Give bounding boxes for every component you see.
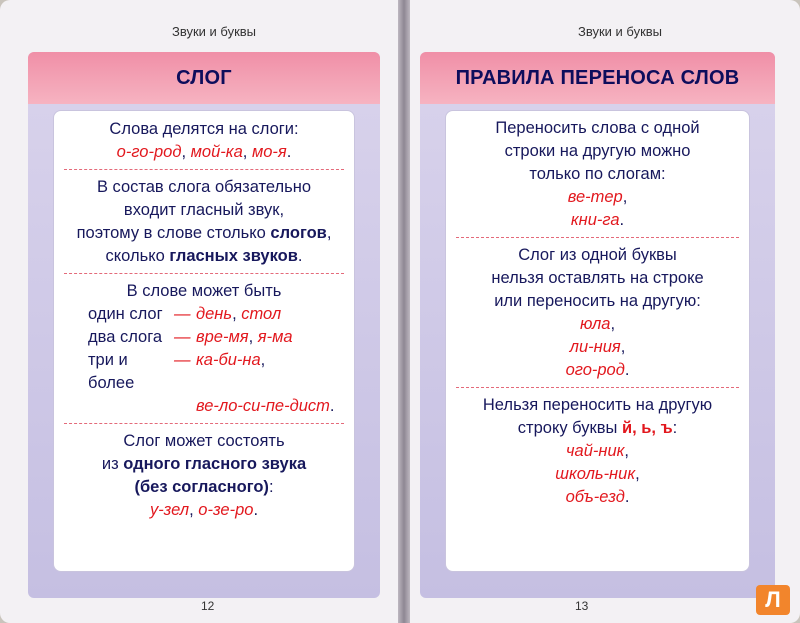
example-word: чай-ник xyxy=(565,442,625,460)
row-dash: — xyxy=(174,351,191,369)
rule-section xyxy=(446,244,749,382)
rule-text: Слог может состоять xyxy=(123,432,285,450)
example-word: я-ма xyxy=(257,328,293,346)
rule-text: Нельзя переносить на другую xyxy=(482,396,713,414)
row-examples: день, стол xyxy=(196,305,282,323)
example-line: у-зел, о-зе-ро. xyxy=(149,501,259,519)
row-dash: — xyxy=(174,305,191,323)
example-word: кни-га xyxy=(570,211,620,229)
rule-text: (без согласного): xyxy=(134,478,274,496)
right-page xyxy=(410,0,800,623)
running-head: Звуки и буквы xyxy=(172,24,257,39)
rule-text: нельзя оставлять на строке xyxy=(491,269,704,287)
example-line: кни-га. xyxy=(570,211,625,229)
row-label: два слога xyxy=(88,328,163,346)
example-word: ве-ло-си-пе-дист xyxy=(196,397,330,415)
logo-glyph: Л xyxy=(765,587,781,612)
emphasis: (без согласного) xyxy=(134,478,269,496)
rule-text: поэтому в слове столько слогов, xyxy=(76,224,332,242)
dashed-divider xyxy=(64,169,344,170)
rule-text: или переносить на другую: xyxy=(494,292,701,310)
page-number: 13 xyxy=(575,599,589,613)
syllable-card xyxy=(53,110,355,572)
example-word: вре-мя xyxy=(196,328,249,346)
rule-text: Слог из одной буквы xyxy=(518,246,677,264)
row-examples: ве-ло-си-пе-дист. xyxy=(196,397,335,415)
example-word: день xyxy=(196,305,233,323)
example-word: у-зел xyxy=(149,501,190,519)
rule-fragment: строку буквы xyxy=(517,419,622,437)
page-number: 12 xyxy=(201,599,215,613)
publisher-logo xyxy=(756,585,790,615)
emphasis: гласных звуков xyxy=(169,247,298,265)
rule-text: входит гласный звук, xyxy=(123,201,285,219)
example-word: ого-род xyxy=(565,361,625,379)
row-examples: ка-би-на, xyxy=(196,351,266,369)
example-word: мой-ка xyxy=(190,143,243,161)
rule-section xyxy=(54,430,354,522)
example-word: школь-ник xyxy=(555,465,636,483)
row-label: три и более xyxy=(88,351,135,392)
example-line: ве-тер, xyxy=(567,188,628,206)
rule-fragment: поэтому в слове столько xyxy=(76,224,271,242)
example-line: чай-ник, xyxy=(565,442,630,460)
example-word: стол xyxy=(241,305,282,323)
row-examples: вре-мя, я-ма xyxy=(196,328,293,346)
syllable-count-table xyxy=(60,303,348,418)
example-word: о-го-род xyxy=(116,143,182,161)
rule-section xyxy=(446,111,749,232)
dashed-divider xyxy=(64,273,344,274)
rule-section xyxy=(54,280,354,418)
example-line: о-го-род, мой-ка, мо-я. xyxy=(116,143,292,161)
syllable-frame xyxy=(28,52,380,598)
example-word: объ-езд xyxy=(565,488,625,506)
rule-text: В состав слога обязательно xyxy=(96,178,312,196)
dashed-divider xyxy=(456,387,739,388)
section-title: СЛОГ xyxy=(28,52,380,104)
letters-highlight: й, ь, ъ xyxy=(621,419,673,437)
left-page xyxy=(0,0,398,623)
example-line: юла, xyxy=(579,315,616,333)
example-line: ли-ния, xyxy=(569,338,626,356)
rule-text xyxy=(60,453,348,476)
book-spine xyxy=(398,0,410,623)
example-line: ого-род. xyxy=(565,361,630,379)
rule-text: Переносить слова с одной xyxy=(495,119,700,137)
rule-section xyxy=(446,394,749,509)
example-word: ли-ния xyxy=(569,338,621,356)
rule-text: только по слогам: xyxy=(529,165,666,183)
hyphenation-card xyxy=(445,110,750,572)
rule-text: строку буквы й, ь, ъ: xyxy=(517,419,678,437)
rule-text: В слове может быть xyxy=(126,282,282,300)
dashed-divider xyxy=(456,237,739,238)
running-head: Звуки и буквы xyxy=(578,24,663,39)
emphasis: слогов xyxy=(270,224,327,242)
example-word: о-зе-ро xyxy=(198,501,254,519)
rule-text: Слова делятся на слоги: xyxy=(109,120,299,138)
rule-fragment: сколько xyxy=(105,247,170,265)
rule-section xyxy=(54,111,354,164)
rule-fragment: из xyxy=(101,455,124,473)
hyphenation-frame xyxy=(420,52,775,598)
example-line: объ-езд. xyxy=(565,488,630,506)
rule-section xyxy=(54,176,354,268)
example-word: мо-я xyxy=(251,143,287,161)
rule-text: сколько гласных звуков. xyxy=(105,247,303,265)
example-word: ве-тер xyxy=(567,188,623,206)
row-label: один слог xyxy=(88,305,163,323)
emphasis: одного гласного звука xyxy=(123,455,307,473)
example-line: школь-ник, xyxy=(555,465,640,483)
dashed-divider xyxy=(64,423,344,424)
example-word: юла xyxy=(579,315,611,333)
row-dash: — xyxy=(174,328,191,346)
rule-text: строки на другую можно xyxy=(504,142,691,160)
section-title: ПРАВИЛА ПЕРЕНОСА СЛОВ xyxy=(420,52,775,104)
example-word: ка-би-на xyxy=(196,351,261,369)
